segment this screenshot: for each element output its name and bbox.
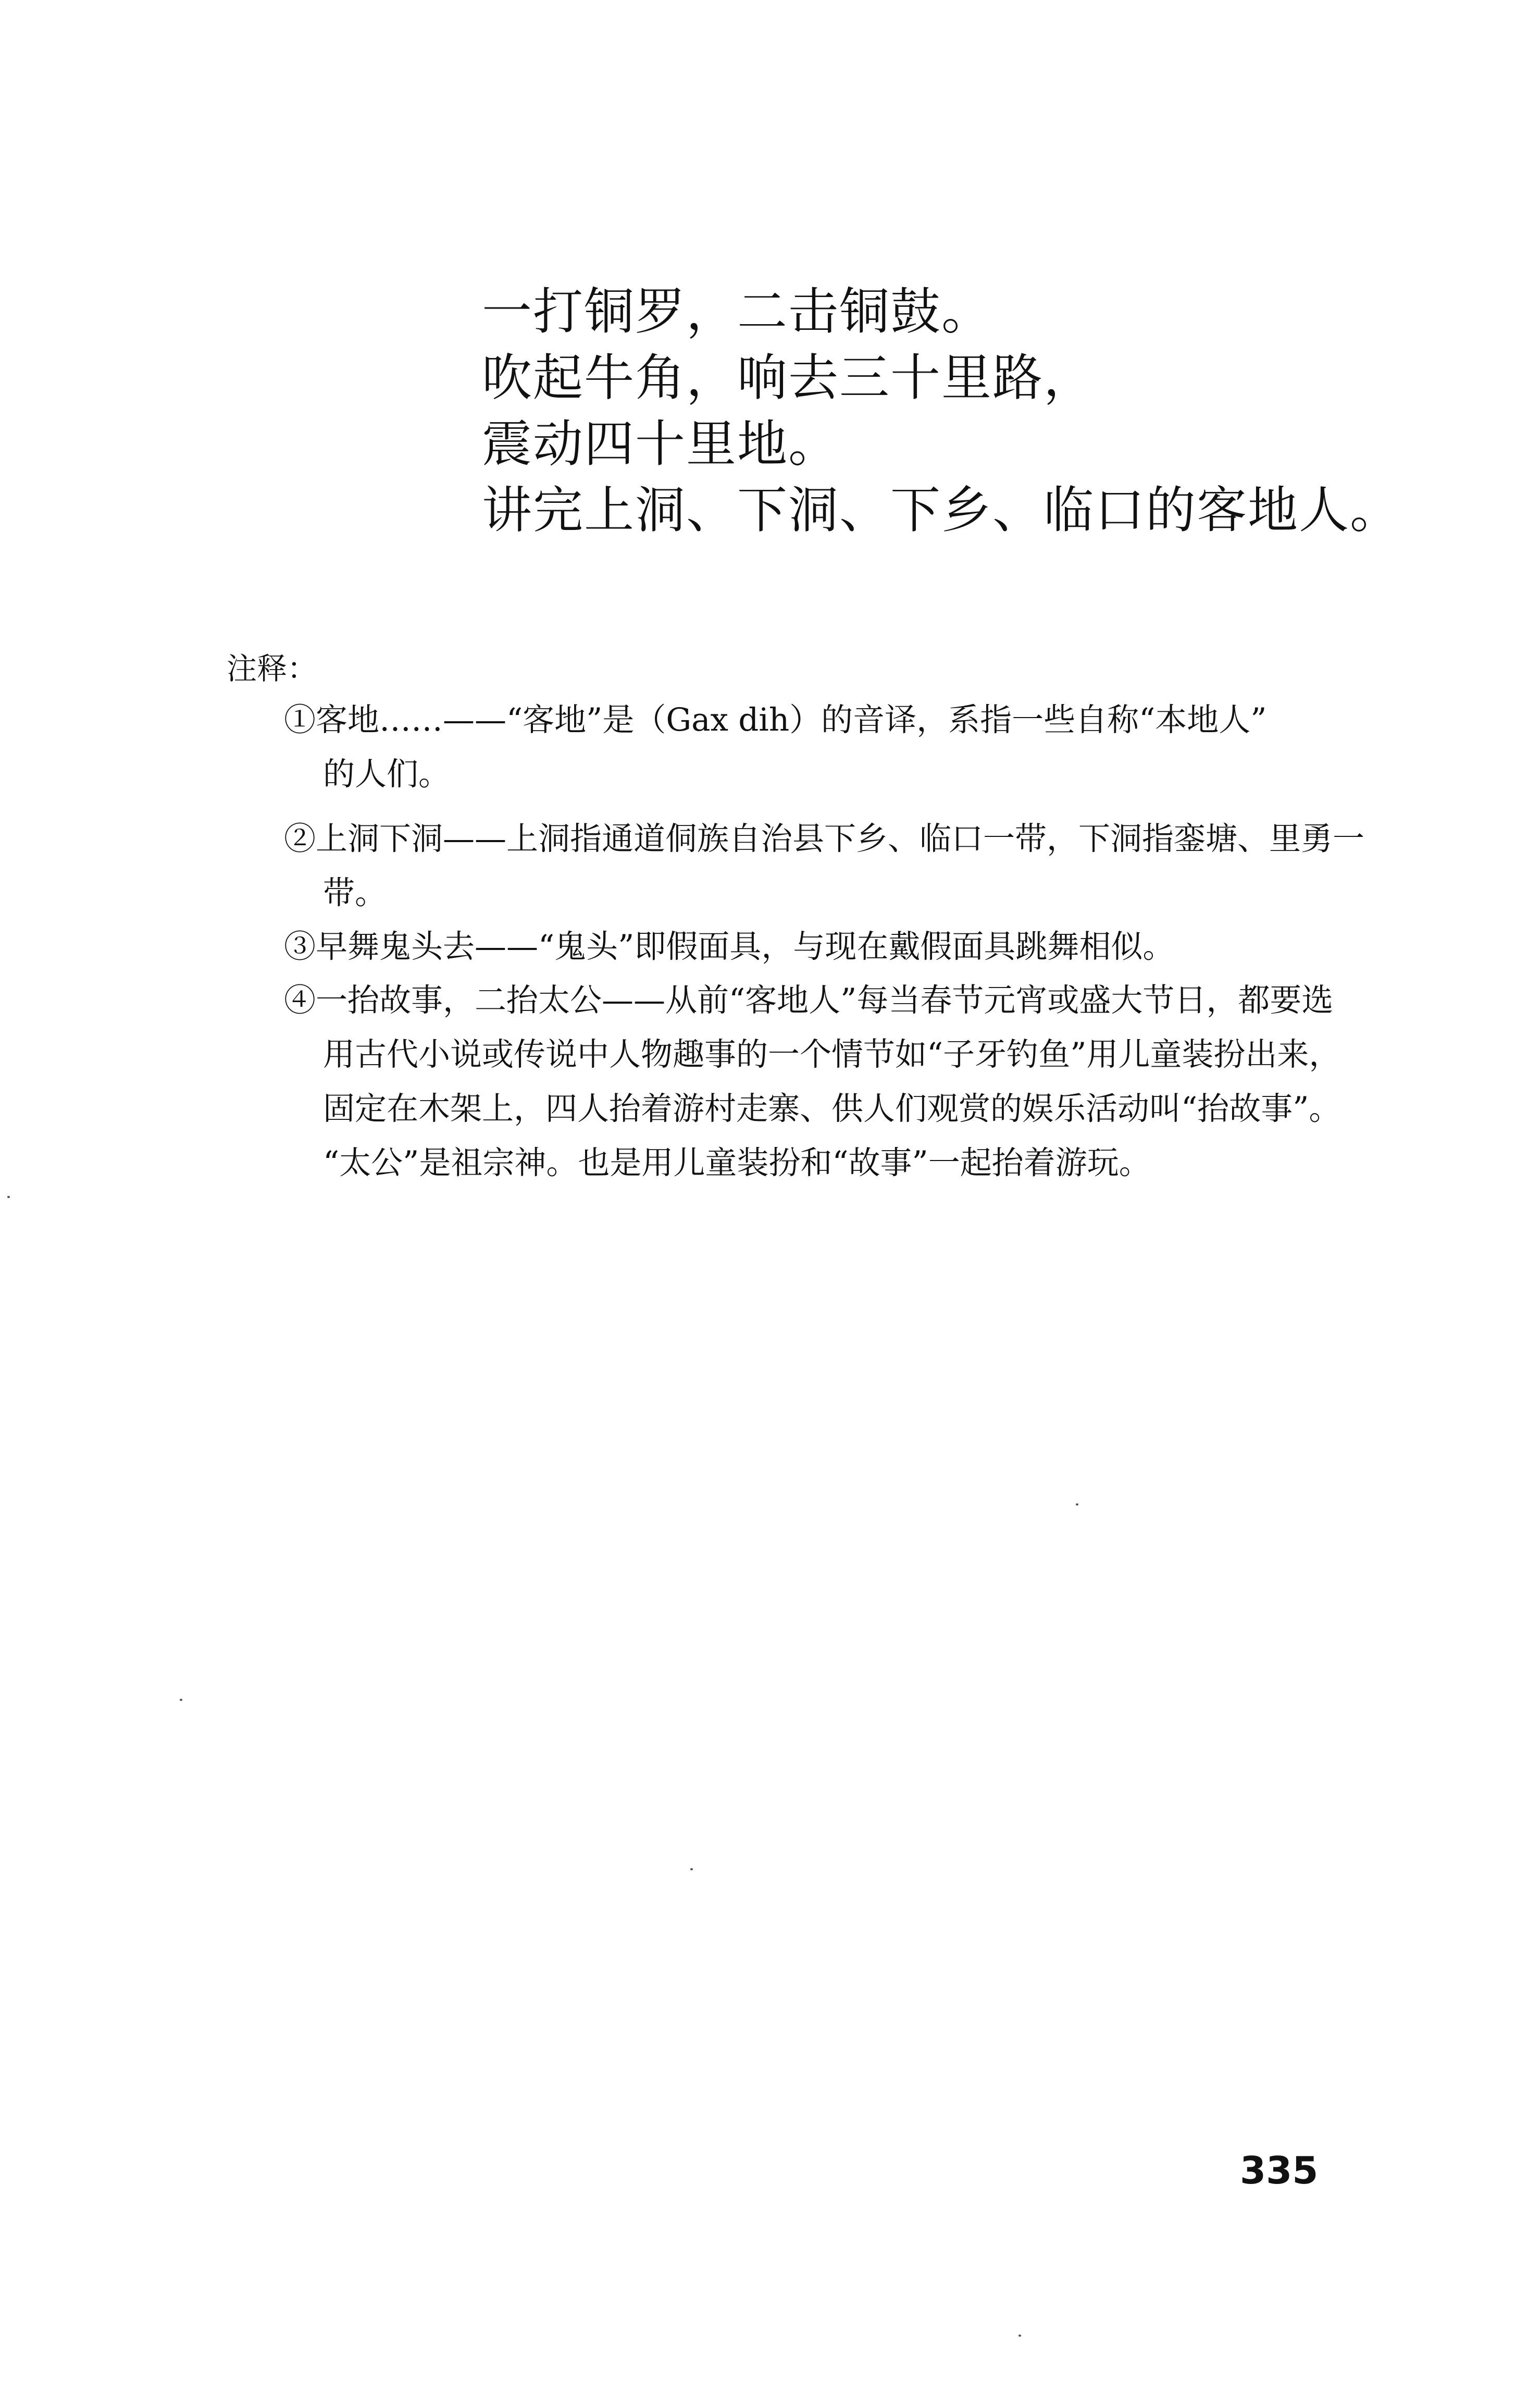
note-4-line-3: 固定在木架上，四人抬着游村走寨、供人们观赏的娱乐活动叫“抬故事”。: [323, 1090, 1341, 1127]
note-1-line-1: ①客地……——“客地”是（Gax dih）的音译，系指一些自称“本地人”: [284, 701, 1267, 738]
scan-speck: [180, 1699, 182, 1701]
scan-speck: [690, 1868, 693, 1870]
note-1-line-2: 的人们。: [323, 756, 451, 793]
note-2: [284, 812, 1409, 920]
verse-block: [482, 279, 1472, 544]
note-4-line-4: “太公”是祖宗神。也是用儿童装扮和“故事”一起抬着游玩。: [323, 1144, 1151, 1181]
scan-speck: [7, 1196, 10, 1198]
note-1: [284, 693, 1409, 801]
note-2-line-1: ②上洞下洞——上洞指通道侗族自治县下乡、临口一带，下洞指銮塘、里勇一: [284, 820, 1365, 857]
scan-speck: [1076, 1503, 1078, 1505]
note-4-line-2: 用古代小说或传说中人物趣事的一个情节如“子牙钓鱼”用儿童装扮出来，: [323, 1036, 1341, 1073]
note-4-line-1: ④一抬故事，二抬太公——从前“客地人”每当春节元宵或盛大节日，都要选: [284, 982, 1334, 1019]
verse-line-2: 吹起牛角，响去三十里路，: [482, 349, 1095, 407]
page-number: 335: [1240, 2149, 1319, 2192]
verse-line-4: 讲完上洞、下洞、下乡、临口的客地人。: [482, 481, 1401, 539]
note-3: [284, 920, 1409, 974]
notes-heading: 注释：: [227, 651, 318, 686]
note-4: [284, 973, 1409, 1190]
scan-speck: [1019, 2335, 1021, 2337]
verse-line-1: 一打铜罗，二击铜鼓。: [482, 282, 992, 341]
verse-line-3: 震动四十里地。: [482, 415, 839, 473]
note-3-line-1: ③早舞鬼头去——“鬼头”即假面具，与现在戴假面具跳舞相似。: [284, 928, 1175, 965]
note-2-line-2: 带。: [323, 874, 387, 911]
